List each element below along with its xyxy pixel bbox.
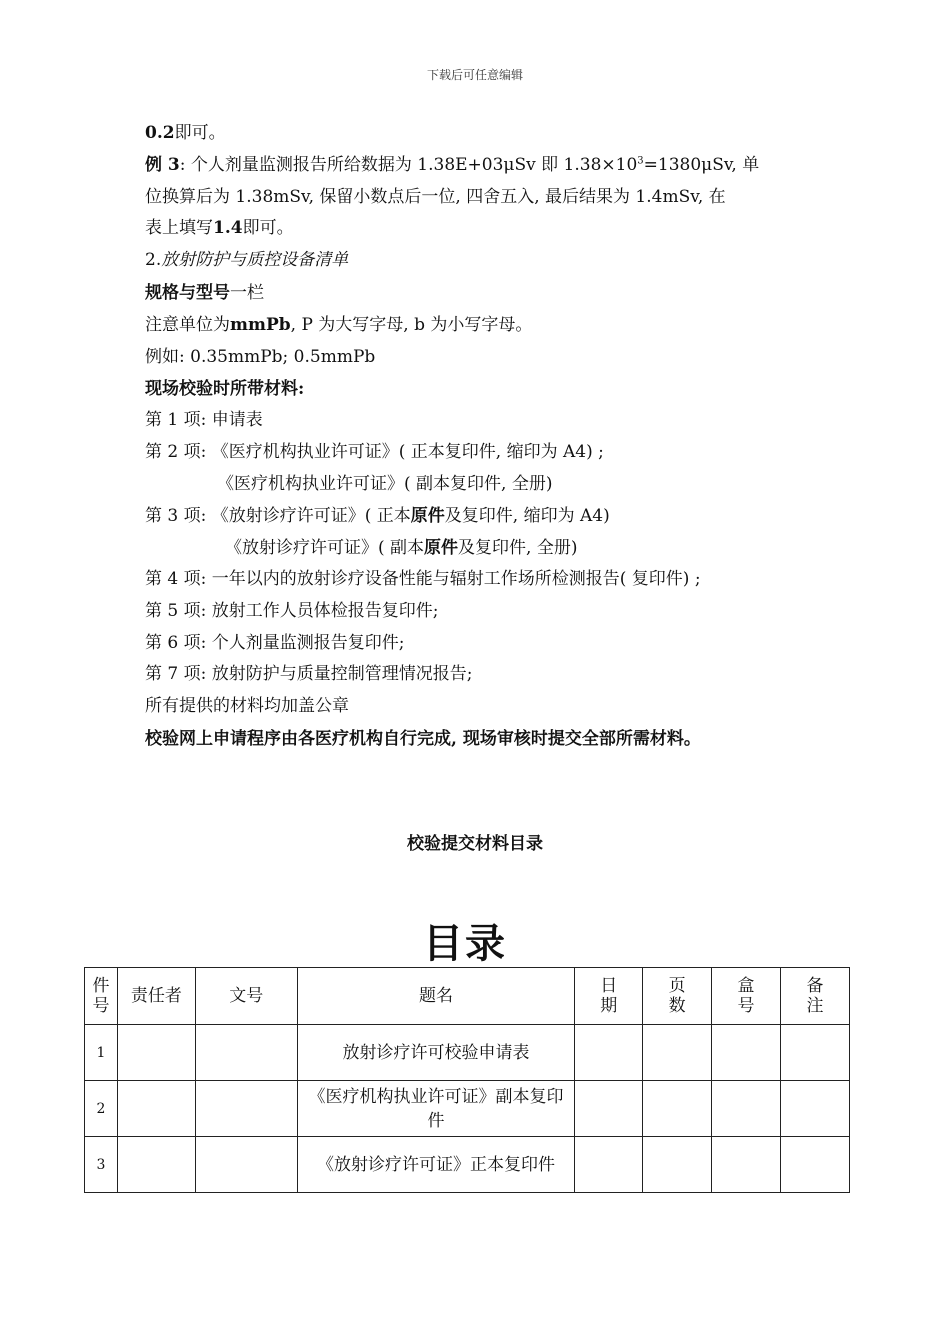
row-box — [712, 1025, 781, 1081]
row-note — [781, 1081, 850, 1137]
row-doc-no — [195, 1081, 297, 1137]
header-owner: 责任者 — [117, 968, 195, 1025]
table-row — [85, 1081, 850, 1137]
row-doc-no — [195, 1137, 297, 1193]
text-line: 例 3: 个人剂量监测报告所给数据为 1.38E+03μSv 即 $1.38\times 10^3=1380\mu Sv$, 单 — [145, 155, 760, 175]
header-title: 题名 — [297, 968, 575, 1025]
table-header-row — [85, 968, 850, 1025]
text-line: 位换算后为 1.38mSv, 保留小数点后一位, 四舍五入, 最后结果为 1.4mSv, 在 — [145, 187, 726, 207]
row-doc-no — [195, 1025, 297, 1081]
text-line: 第 7 项: 放射防护与质量控制管理情况报告; — [145, 664, 473, 684]
row-title: 《放射诊疗许可证》正本复印件 — [297, 1137, 575, 1193]
row-num: 1 — [85, 1025, 118, 1081]
row-owner — [117, 1137, 195, 1193]
row-pages — [643, 1025, 712, 1081]
catalog-table — [84, 967, 850, 1193]
row-pages — [643, 1137, 712, 1193]
text-line: 第 5 项: 放射工作人员体检报告复印件; — [145, 601, 439, 621]
text-line: 第 2 项: 《医疗机构执业许可证》( 正本复印件, 缩印为 A4) ; — [145, 442, 604, 462]
text-line: 2.放射防护与质控设备清单 — [145, 250, 349, 270]
header-note: 备注 — [781, 968, 850, 1025]
text-line: 第 4 项: 一年以内的放射诊疗设备性能与辐射工作场所检测报告( 复印件) ; — [145, 569, 701, 589]
catalog-title: 目录 — [423, 920, 507, 967]
text-line: 表上填写1.4即可。 — [145, 218, 294, 238]
text-line: 规格与型号一栏 — [145, 283, 264, 303]
row-box — [712, 1137, 781, 1193]
page-header: 下载后可任意编辑 — [426, 68, 523, 82]
table-row — [85, 1025, 850, 1081]
text-line: 0.2即可。 — [145, 123, 226, 143]
row-date — [575, 1025, 643, 1081]
row-date — [575, 1137, 643, 1193]
row-title: 《医疗机构执业许可证》副本复印件 — [297, 1081, 575, 1137]
text-line: 所有提供的材料均加盖公章 — [145, 696, 349, 716]
text-line: 《医疗机构执业许可证》( 副本复印件, 全册) — [217, 474, 553, 494]
header-pages: 页数 — [643, 968, 712, 1025]
text-line: 注意单位为mmPb, P 为大写字母, b 为小写字母。 — [145, 315, 533, 335]
text-line: 第 1 项: 申请表 — [145, 410, 263, 430]
header-date: 日期 — [575, 968, 643, 1025]
text-line: 《放射诊疗许可证》( 副本原件及复印件, 全册) — [225, 538, 578, 558]
header-box: 盒号 — [712, 968, 781, 1025]
table-row — [85, 1137, 850, 1193]
row-date — [575, 1081, 643, 1137]
row-num: 2 — [85, 1081, 118, 1137]
row-note — [781, 1025, 850, 1081]
row-title: 放射诊疗许可校验申请表 — [297, 1025, 575, 1081]
row-owner — [117, 1081, 195, 1137]
text-line: 现场校验时所带材料: — [145, 379, 305, 399]
text-line: 校验网上申请程序由各医疗机构自行完成, 现场审核时提交全部所需材料。 — [145, 729, 701, 749]
text-line: 第 6 项: 个人剂量监测报告复印件; — [145, 633, 405, 653]
row-pages — [643, 1081, 712, 1137]
row-owner — [117, 1025, 195, 1081]
header-doc-no: 文号 — [195, 968, 297, 1025]
row-note — [781, 1137, 850, 1193]
section-title: 校验提交材料目录 — [407, 834, 543, 854]
text-line: 例如: 0.35mmPb; 0.5mmPb — [145, 347, 376, 367]
header-num: 件号 — [85, 968, 118, 1025]
text-line: 第 3 项: 《放射诊疗许可证》( 正本原件及复印件, 缩印为 A4) — [145, 506, 610, 526]
row-num: 3 — [85, 1137, 118, 1193]
row-box — [712, 1081, 781, 1137]
